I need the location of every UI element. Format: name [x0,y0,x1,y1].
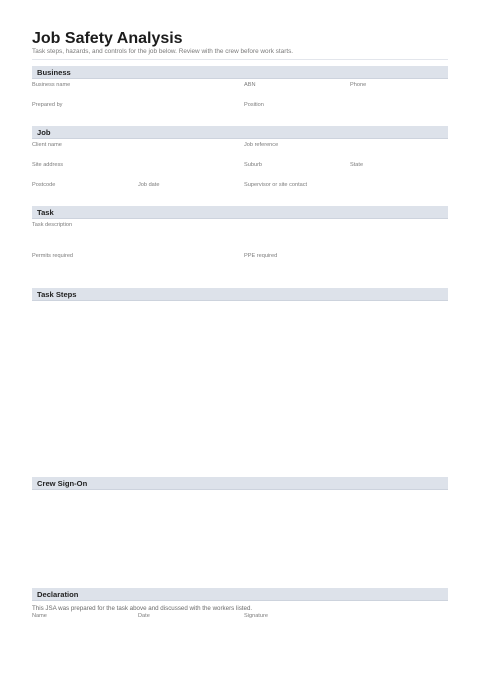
suburb-field[interactable]: Suburb [244,162,263,168]
section-crew-sign-on [32,477,448,490]
state-field[interactable]: State [350,162,364,168]
section-crew-sign-on-heading: Crew Sign-On [37,479,88,488]
section-task [32,206,448,219]
declaration-signature-field[interactable]: Signature [244,613,268,619]
section-task-heading: Task [37,208,54,217]
position-field[interactable]: Position [244,102,264,108]
supervisor-field[interactable]: Supervisor or site contact [244,182,308,188]
declaration-name-field[interactable]: Name [32,613,47,619]
section-business-heading: Business [37,68,71,77]
client-name-field[interactable]: Client name [32,142,62,148]
job-reference-field[interactable]: Job reference [244,142,279,148]
declaration-date-field[interactable]: Date [138,613,150,619]
site-address-field[interactable]: Site address [32,162,64,168]
section-task-steps-heading: Task Steps [37,290,77,299]
document-subtitle: Task steps, hazards, and controls for the job below. Review with the crew before work starts. [32,48,294,55]
title-divider [32,59,448,60]
business-name-field[interactable]: Business name [32,82,71,88]
section-task-steps [32,288,448,301]
ppe-required-field[interactable]: PPE required [244,253,278,259]
section-business [32,66,448,79]
task-description-field[interactable]: Task description [32,222,73,228]
abn-field[interactable]: ABN [244,82,256,88]
job-date-field[interactable]: Job date [138,182,160,188]
section-declaration-heading: Declaration [37,590,79,599]
section-declaration [32,588,448,601]
phone-field[interactable]: Phone [350,82,367,88]
prepared-by-field[interactable]: Prepared by [32,102,63,108]
section-job [32,126,448,139]
declaration-statement: This JSA was prepared for the task above and discussed with the workers listed. [32,605,253,612]
postcode-field[interactable]: Postcode [32,182,56,188]
document-title: Job Safety Analysis [32,30,183,47]
permits-required-field[interactable]: Permits required [32,253,74,259]
section-job-heading: Job [37,128,51,137]
